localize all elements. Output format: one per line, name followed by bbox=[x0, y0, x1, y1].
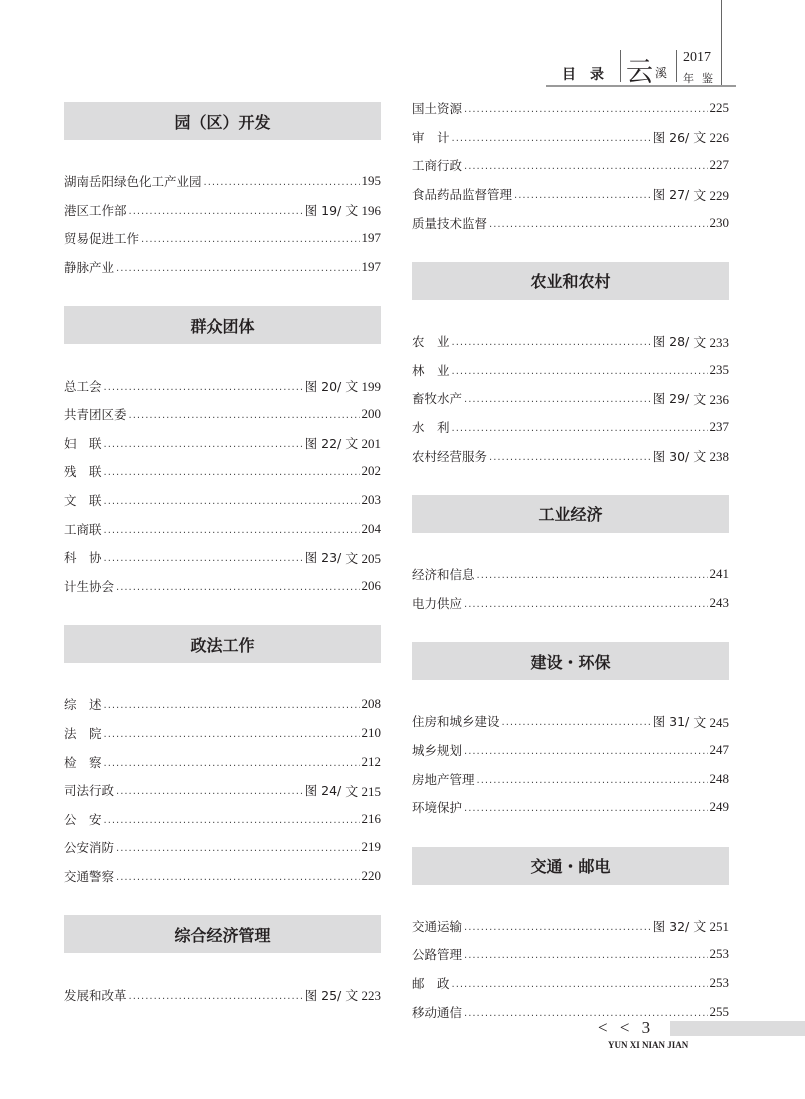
entry-page: 203 bbox=[361, 492, 381, 508]
entry-page: 253 bbox=[709, 946, 729, 962]
dot-leader bbox=[116, 783, 303, 797]
entry-title: 静脉产业 bbox=[64, 260, 115, 276]
toc-entry[interactable] bbox=[64, 224, 381, 253]
dot-leader bbox=[116, 869, 359, 883]
dot-leader bbox=[464, 596, 707, 610]
dot-leader bbox=[116, 840, 359, 854]
toc-entry[interactable] bbox=[64, 690, 381, 719]
toc-entry[interactable] bbox=[64, 776, 381, 805]
entry-page: 200 bbox=[361, 406, 381, 422]
entry-page: 219 bbox=[361, 839, 381, 855]
entry-title: 农村经营服务 bbox=[412, 448, 488, 464]
section-header: 群众团体 bbox=[64, 306, 381, 344]
entry-page: 247 bbox=[709, 742, 729, 758]
toc-entry[interactable] bbox=[64, 400, 381, 429]
toc-entry[interactable] bbox=[412, 441, 729, 470]
toc-entry[interactable] bbox=[64, 543, 381, 572]
entry-title: 贸易促进工作 bbox=[64, 231, 140, 247]
entry-title: 综 述 bbox=[64, 697, 102, 713]
entry-title: 林 业 bbox=[412, 362, 450, 378]
entry-title: 住房和城乡建设 bbox=[412, 714, 500, 730]
entry-title: 工商联 bbox=[64, 521, 102, 537]
toc-entry[interactable] bbox=[412, 413, 729, 442]
toc-entry[interactable] bbox=[412, 940, 729, 969]
dot-leader bbox=[129, 988, 303, 1002]
dot-leader bbox=[104, 379, 303, 393]
entry-page: 253 bbox=[709, 974, 729, 990]
dot-leader bbox=[452, 420, 708, 434]
dot-leader bbox=[104, 550, 303, 564]
entry-page: 文 238 bbox=[693, 449, 729, 465]
page-number: < < 3 bbox=[598, 1018, 655, 1037]
toc-entry[interactable] bbox=[64, 167, 381, 196]
dot-leader bbox=[514, 187, 651, 201]
toc-section-entries bbox=[412, 560, 729, 617]
entry-page: 197 bbox=[361, 230, 381, 246]
toc-entry[interactable] bbox=[412, 912, 729, 941]
entry-title: 交通警察 bbox=[64, 868, 115, 884]
toc-entry[interactable] bbox=[412, 589, 729, 618]
entry-page: 204 bbox=[361, 520, 381, 536]
section-header: 交通・邮电 bbox=[412, 847, 729, 885]
dot-leader bbox=[489, 449, 651, 463]
running-head: 目录 bbox=[562, 67, 618, 83]
dot-leader bbox=[141, 231, 359, 245]
entry-page: 文 215 bbox=[345, 783, 381, 799]
yearbook-label: 年鉴 bbox=[683, 72, 721, 85]
entry-page: 208 bbox=[361, 696, 381, 712]
entry-figure-ref: 图 22/ bbox=[304, 435, 342, 451]
dot-leader bbox=[204, 174, 360, 188]
entry-figure-ref: 图 24/ bbox=[304, 783, 342, 799]
toc-entry[interactable] bbox=[412, 793, 729, 822]
toc-entry[interactable] bbox=[412, 356, 729, 385]
entry-figure-ref: 图 29/ bbox=[652, 391, 690, 407]
toc-entry[interactable] bbox=[64, 253, 381, 282]
entry-figure-ref: 图 25/ bbox=[304, 987, 342, 1003]
toc-entry[interactable] bbox=[64, 747, 381, 776]
toc-entry[interactable] bbox=[64, 486, 381, 515]
entry-title: 计生协会 bbox=[64, 578, 115, 594]
entry-page: 210 bbox=[361, 725, 381, 741]
toc-entry[interactable] bbox=[412, 327, 729, 356]
entry-page: 文 236 bbox=[693, 391, 729, 407]
entry-page: 文 251 bbox=[693, 919, 729, 935]
dot-leader bbox=[104, 726, 360, 740]
entry-title: 审 计 bbox=[412, 129, 450, 145]
entry-page: 212 bbox=[361, 753, 381, 769]
dot-leader bbox=[452, 976, 708, 990]
toc-entry[interactable] bbox=[64, 429, 381, 458]
dot-leader bbox=[129, 407, 360, 421]
entry-title: 水 利 bbox=[412, 420, 450, 436]
entry-title: 电力供应 bbox=[412, 595, 463, 611]
entry-title: 共青团区委 bbox=[64, 407, 127, 423]
toc-section-entries bbox=[412, 912, 729, 1026]
entry-figure-ref: 图 27/ bbox=[652, 187, 690, 203]
entry-title: 经济和信息 bbox=[412, 567, 475, 583]
dot-leader bbox=[104, 755, 360, 769]
toc-entry[interactable] bbox=[64, 980, 381, 1009]
entry-figure-ref: 图 19/ bbox=[304, 202, 342, 218]
entry-title: 交通运输 bbox=[412, 918, 463, 934]
toc-left-column bbox=[64, 102, 381, 1034]
toc-entry[interactable] bbox=[64, 371, 381, 400]
entry-page: 248 bbox=[709, 770, 729, 786]
entry-page: 227 bbox=[709, 157, 729, 173]
toc-entry[interactable] bbox=[64, 572, 381, 601]
entry-figure-ref: 图 20/ bbox=[304, 378, 342, 394]
entry-page: 文 223 bbox=[345, 988, 381, 1004]
entry-title: 法 院 bbox=[64, 726, 102, 742]
toc-entry[interactable] bbox=[412, 123, 729, 152]
dot-leader bbox=[464, 101, 707, 115]
entry-title: 科 协 bbox=[64, 550, 102, 566]
entry-title: 湖南岳阳绿色化工产业园 bbox=[64, 174, 202, 190]
dot-leader bbox=[104, 522, 360, 536]
toc-entry[interactable] bbox=[64, 719, 381, 748]
entry-figure-ref: 图 30/ bbox=[652, 448, 690, 464]
dot-leader bbox=[502, 714, 651, 728]
section-header: 综合经济管理 bbox=[64, 915, 381, 953]
entry-title: 食品药品监督管理 bbox=[412, 187, 513, 203]
footer-bar bbox=[670, 1021, 805, 1036]
entry-title: 公路管理 bbox=[412, 947, 463, 963]
entry-figure-ref: 图 31/ bbox=[652, 714, 690, 730]
header-divider bbox=[721, 0, 722, 85]
entry-page: 文 226 bbox=[693, 130, 729, 146]
dot-leader bbox=[464, 919, 651, 933]
entry-title: 残 联 bbox=[64, 464, 102, 480]
entry-page: 206 bbox=[361, 577, 381, 593]
entry-page: 文 233 bbox=[693, 334, 729, 350]
entry-title: 环境保护 bbox=[412, 800, 463, 816]
dot-leader bbox=[104, 812, 360, 826]
dot-leader bbox=[104, 697, 360, 711]
entry-title: 邮 政 bbox=[412, 975, 450, 991]
entry-title: 文 联 bbox=[64, 493, 102, 509]
dot-leader bbox=[477, 567, 708, 581]
entry-title: 公 安 bbox=[64, 811, 102, 827]
entry-page: 文 245 bbox=[693, 714, 729, 730]
entry-page: 216 bbox=[361, 810, 381, 826]
entry-page: 220 bbox=[361, 867, 381, 883]
section-header: 园（区）开发 bbox=[64, 102, 381, 140]
toc-entry[interactable] bbox=[412, 764, 729, 793]
entry-title: 工商行政 bbox=[412, 158, 463, 174]
toc-entry[interactable] bbox=[64, 457, 381, 486]
toc-section-entries bbox=[64, 690, 381, 890]
entry-title: 移动通信 bbox=[412, 1004, 463, 1020]
toc-section-entries bbox=[64, 371, 381, 600]
dot-leader bbox=[116, 260, 359, 274]
dot-leader bbox=[104, 493, 360, 507]
dot-leader bbox=[464, 158, 707, 172]
toc-entry[interactable] bbox=[412, 180, 729, 209]
entry-page: 202 bbox=[361, 463, 381, 479]
toc-entry[interactable] bbox=[412, 969, 729, 998]
entry-title: 总工会 bbox=[64, 378, 102, 394]
toc-entry[interactable] bbox=[412, 707, 729, 736]
toc-entry[interactable] bbox=[412, 560, 729, 589]
entry-title: 港区工作部 bbox=[64, 202, 127, 218]
entry-page: 235 bbox=[709, 361, 729, 377]
section-header: 农业和农村 bbox=[412, 262, 729, 300]
entry-figure-ref: 图 23/ bbox=[304, 550, 342, 566]
dot-leader bbox=[464, 743, 707, 757]
toc-section-entries bbox=[412, 707, 729, 821]
year: 2017 bbox=[683, 50, 711, 65]
toc-entry[interactable] bbox=[64, 805, 381, 834]
dot-leader bbox=[477, 772, 708, 786]
entry-title: 司法行政 bbox=[64, 783, 115, 799]
toc-entry[interactable] bbox=[412, 736, 729, 765]
dot-leader bbox=[104, 464, 360, 478]
footer-pinyin: YUN XI NIAN JIAN bbox=[608, 1040, 689, 1050]
toc-entry[interactable] bbox=[412, 94, 729, 123]
entry-page: 文 201 bbox=[345, 436, 381, 452]
dot-leader bbox=[464, 1005, 707, 1019]
logo-sub: 溪 bbox=[655, 66, 668, 80]
header-divider bbox=[676, 50, 677, 82]
entry-title: 畜牧水产 bbox=[412, 391, 463, 407]
toc-entry[interactable] bbox=[412, 384, 729, 413]
toc-entry[interactable] bbox=[64, 862, 381, 891]
entry-page: 197 bbox=[361, 259, 381, 275]
entry-title: 检 察 bbox=[64, 754, 102, 770]
toc-section-entries bbox=[64, 980, 381, 1009]
dot-leader bbox=[489, 216, 707, 230]
dot-leader bbox=[452, 363, 708, 377]
dot-leader bbox=[452, 130, 651, 144]
entry-title: 国土资源 bbox=[412, 101, 463, 117]
dot-leader bbox=[464, 391, 651, 405]
entry-title: 妇 联 bbox=[64, 435, 102, 451]
toc-section-entries bbox=[412, 327, 729, 470]
entry-title: 房地产管理 bbox=[412, 771, 475, 787]
toc-entry[interactable] bbox=[412, 208, 729, 237]
entry-title: 发展和改革 bbox=[64, 987, 127, 1003]
entry-page: 241 bbox=[709, 566, 729, 582]
entry-title: 质量技术监督 bbox=[412, 215, 488, 231]
entry-page: 225 bbox=[709, 100, 729, 116]
toc-right-column bbox=[412, 94, 729, 1051]
section-header: 建设・环保 bbox=[412, 642, 729, 680]
entry-figure-ref: 图 26/ bbox=[652, 129, 690, 145]
toc-entry[interactable] bbox=[64, 514, 381, 543]
entry-title: 公安消防 bbox=[64, 840, 115, 856]
entry-title: 城乡规划 bbox=[412, 743, 463, 759]
entry-page: 文 205 bbox=[345, 550, 381, 566]
entry-page: 文 199 bbox=[345, 379, 381, 395]
entry-title: 农 业 bbox=[412, 334, 450, 350]
dot-leader bbox=[452, 334, 651, 348]
logo-main: 云 bbox=[626, 57, 653, 88]
header-divider bbox=[620, 50, 621, 82]
entry-page: 237 bbox=[709, 419, 729, 435]
dot-leader bbox=[116, 579, 359, 593]
section-header: 政法工作 bbox=[64, 625, 381, 663]
dot-leader bbox=[464, 947, 707, 961]
toc-section-entries bbox=[64, 167, 381, 281]
dot-leader bbox=[104, 436, 303, 450]
entry-page: 195 bbox=[361, 173, 381, 189]
toc-entry[interactable] bbox=[64, 833, 381, 862]
toc-section-entries bbox=[412, 94, 729, 237]
dot-leader bbox=[129, 203, 303, 217]
entry-page: 243 bbox=[709, 594, 729, 610]
entry-page: 255 bbox=[709, 1003, 729, 1019]
section-header: 工业经济 bbox=[412, 495, 729, 533]
toc-entry[interactable] bbox=[412, 151, 729, 180]
entry-figure-ref: 图 32/ bbox=[652, 918, 690, 934]
entry-page: 文 196 bbox=[345, 203, 381, 219]
toc-entry[interactable] bbox=[64, 196, 381, 225]
entry-figure-ref: 图 28/ bbox=[652, 334, 690, 350]
entry-page: 230 bbox=[709, 214, 729, 230]
entry-page: 文 229 bbox=[693, 187, 729, 203]
dot-leader bbox=[464, 800, 707, 814]
entry-page: 249 bbox=[709, 799, 729, 815]
